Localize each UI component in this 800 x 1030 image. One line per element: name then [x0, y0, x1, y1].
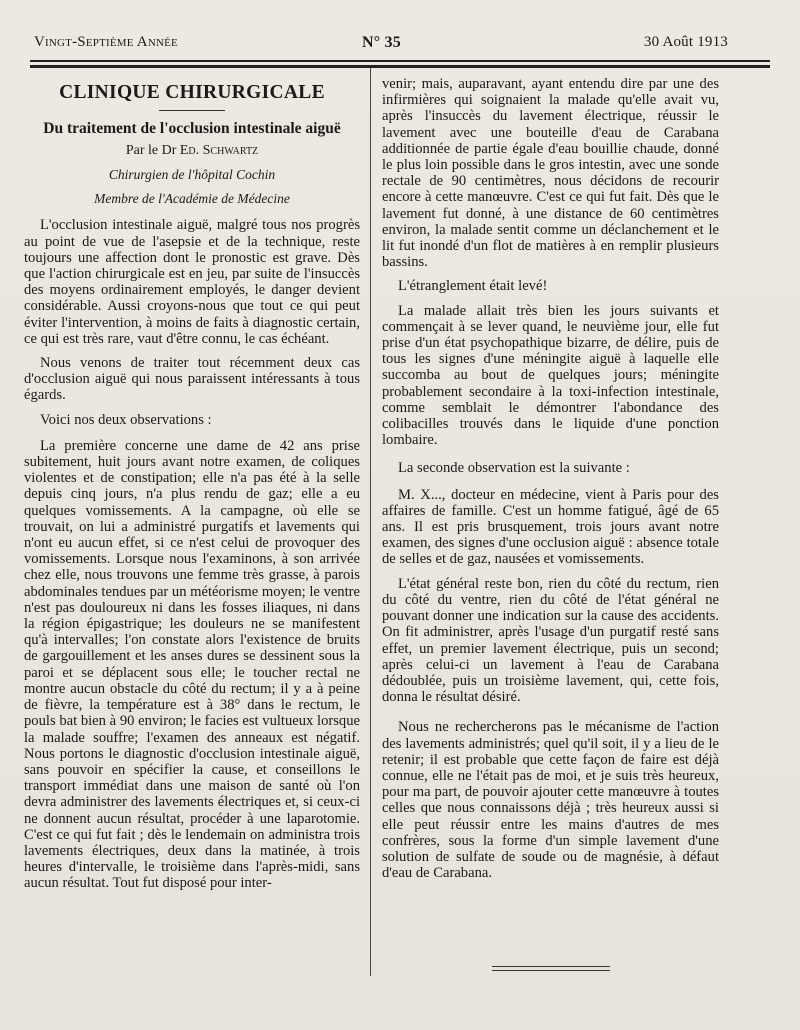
- affiliation-line: Membre de l'Académie de Médecine: [94, 191, 290, 207]
- body-paragraph: L'étranglement était levé!: [398, 278, 548, 295]
- byline: [24, 143, 360, 159]
- issue-date: 30 Août 1913: [643, 34, 728, 50]
- body-paragraph: La seconde observation est la suivante :: [398, 460, 630, 477]
- page-header: [34, 34, 728, 56]
- section-title: CLINIQUE CHIRURGICALE: [59, 82, 325, 103]
- title-rule: [159, 110, 225, 111]
- column-divider: [370, 68, 371, 976]
- article-end-rule: [492, 970, 610, 971]
- body-paragraph: Nous venons de traiter tout récemment deux cas d'occlusion aiguë qui nous paraissent intéressants à tous égards.: [24, 355, 360, 404]
- body-paragraph: Nous ne rechercherons pas le mécanisme de l'action des lavements administrés; quel qu'il soit, il y a lieu de le retenir; il est probable que cette façon de faire est déjà connue, elle ne l'était pas de moi, et je suis très heureux, pour ma part, de pouvoir ajouter cette manœuvre à toutes celles que nous connaissons déjà ; très heureux aussi si elle peut réussir entre les mains d'autres de mes confrères, sous la forme d'un simple lavement d'une solution de sulfate de soude ou de magnésie, à défaut d'eau de Carabana.: [382, 719, 719, 882]
- affiliation-line: Chirurgien de l'hôpital Cochin: [108, 167, 276, 183]
- author-name: Ed. Schwartz: [179, 143, 259, 159]
- byline-prefix: Par le Dr: [125, 143, 177, 159]
- body-paragraph: L'occlusion intestinale aiguë, malgré tous nos progrès au point de vue de l'asepsie et de la technique, reste toujours une affection dont le pronostic est grave. Dès que l'action chirurgicale est en jeu, par suite de l'insuccès des moyens ordinairement employés, le danger devient considérable. Aussi croyons-nous que tout ce qui peut éviter l'intervention, à moins de faits à diagnostic certain, ce qui est très rare, vaut d'être connu, le cas échéant.: [24, 217, 360, 347]
- article-title: Du traitement de l'occlusion intestinale aiguë: [43, 120, 341, 137]
- body-paragraph: La première concerne une dame de 42 ans prise subitement, huit jours avant notre examen, de coliques violentes et de constipation; elle n'a pas été à la selle depuis cinq jours, n'a plus rendu de gaz; elle a eu quelques vomissements. A la campagne, où elle se trouvait, on lui a administré purgatifs et lavements qui n'ont eu aucun effet, si ce n'est celui de provoquer des vomissements. Lorsque nous l'examinons, à son arrivée chez elle, nous trouvons une femme très grasse, à parois abdominales tendues par un météorisme moyen; le ventre n'est pas douloureux ni dans les fosses iliaques, ni dans la région épigastrique; les douleurs ne se manifestent qu'à intervalles; l'on constate alors l'existence de bruits de gargouillement et les anses dures se dessinent sous la paroi et se déplacent sous elle; le toucher rectal ne montre aucun obstacle du côté du rectum; il y a à peine de fièvre, la température est à 38° dans le rectum, le pouls bat bien à 90 environ; le facies est vultueux lorsque la malade souffre; l'examen des anneaux est négatif. Nous portons le diagnostic d'occlusion intestinale aiguë, sans pouvoir en spécifier la cause, et conseillons le transport immédiat dans une maison de santé où l'on devra administrer des lavements électriques et, si ceux-ci ne donnent aucun résultat, procéder à une laparotomie. C'est ce qui fut fait ; dès le lendemain on administra trois lavements électriques, deux dans la matinée, à trois heures d'intervalle, le troisième dans l'après-midi, sans aucun résultat. Tout fut disposé pour inter-: [24, 437, 360, 892]
- author-affiliation: [24, 167, 360, 207]
- body-paragraph: L'état général reste bon, rien du côté du rectum, rien du côté du ventre, rien du côté de l'état général ne pouvant donner une indication sur la cause des accidents. On fit administrer, après l'usage d'un purgatif resté sans effet, un premier lavement électrique, puis un second; après celui-ci un lavement à l'eau de Carabana dédoublée, puis un troisième lavement, qui, cette fois, donna le résultat désiré.: [382, 575, 719, 706]
- right-column: [382, 76, 719, 889]
- body-paragraph: M. X..., docteur en médecine, vient à Paris pour des affaires de famille. C'est un homme fatigué, âgé de 65 ans. Il est pris brusquement, trois jours avant notre examen, des signes d'une occlusion aiguë : absence totale de selles et de gaz, nausées et vomissements.: [382, 486, 719, 568]
- volume-label: Vingt-Septième Année: [34, 34, 178, 50]
- body-paragraph: La malade allait très bien les jours suivants et commençait à se lever quand, le neuvième jour, elle fut prise d'un état psychopathique bizarre, de délire, puis de tous les signes d'une méningite aiguë à laquelle elle succomba au bout de quelques jours; méningite probablement secondaire à la toxi-infection intestinale, comme semblait le démontrer l'abondance des colibacilles trouvés dans le liquide d'une ponction lombaire.: [382, 302, 719, 449]
- issue-number: N° 35: [362, 34, 401, 51]
- header-rule-thick: [30, 65, 770, 68]
- left-column: [24, 82, 360, 900]
- body-paragraph: venir; mais, auparavant, ayant entendu dire par une des infirmières qui soignaient la malade qu'elle avait vu, après l'insuccès du lavement électrique, réussir le lavement avec une bouteille d'eau de Carabana additionnée de partie égale d'eau bouillie chaude, donné le plus loin possible dans le gros intestin, avec une sonde rectale de 90 centimètres, nous décidons de recourir encore à cette manœuvre. C'est ce qui fut fait. Dès que le lavement fut donné, à une distance de 60 centimètres environ, la malade sentit comme un déclanchement et le lit fut inondé d'un flot de matières à en remplir plusieurs bassins.: [382, 76, 719, 271]
- header-rule: [30, 60, 770, 62]
- body-paragraph: Voici nos deux observations :: [40, 411, 212, 428]
- article-end-rule: [492, 966, 610, 967]
